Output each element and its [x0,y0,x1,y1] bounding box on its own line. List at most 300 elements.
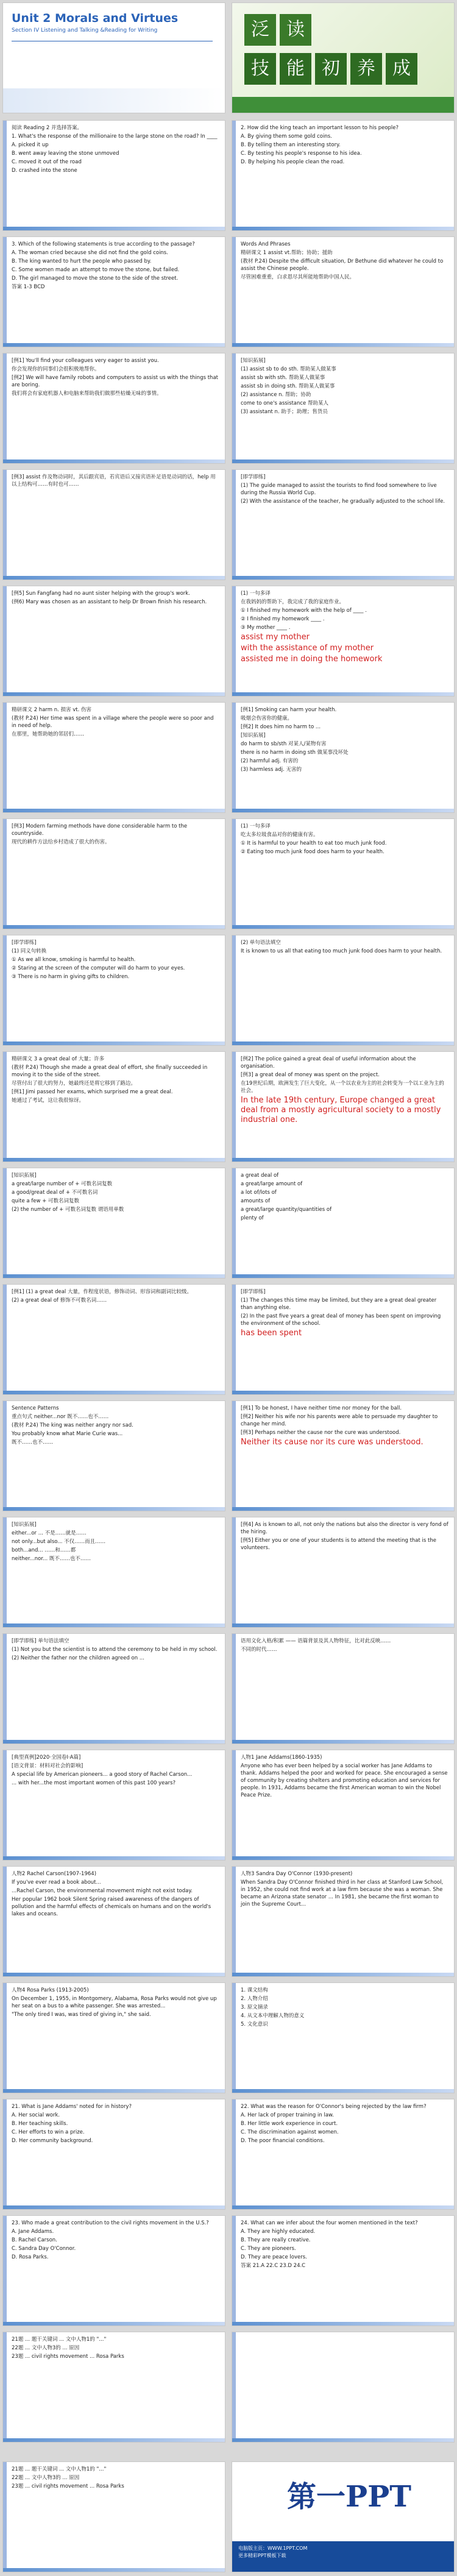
slide-line: ① I finished my homework with the help of ____ . [241,608,367,614]
foot-strip [232,343,454,347]
foot-strip [232,1158,454,1162]
slide-text [12,1521,220,1564]
foot-strip [232,576,454,580]
slide-line: either...or ... 不是……就是…… [12,1530,87,1536]
side-strip [3,2462,7,2572]
unit-title: Unit 2 Morals and Virtues [12,12,179,25]
slide-line: [知识拓展] [241,358,266,364]
slide-line: B. Her teaching skills. [12,2121,68,2127]
side-strip [232,1401,236,1511]
foot-strip [232,1274,454,1278]
slide-line: 阅读 Reading 2 并选择答案。 [12,125,83,131]
row-brand [0,2459,457,2575]
foot-strip [3,1158,225,1162]
foot-strip [232,925,454,929]
slide-line: 精研课文 1 assist vt.帮助；协助；援助 [241,250,333,256]
side-strip [3,470,7,580]
slide-line: D. Her community background. [12,2138,93,2144]
banner-bottom-bar [232,97,454,113]
slide-line: a great/large number of + 可数名词复数 [12,1181,113,1187]
side-strip [232,121,236,230]
slide-line: [例3] Perhaps neither the cause nor the cure was understood. [241,1430,401,1436]
lesson-slide[interactable] [2,1284,225,1395]
slide-line: (教材 P.24) The king was neither angry nor sad. [12,1422,133,1428]
slide-text [241,939,449,956]
lesson-slide[interactable] [232,1051,455,1162]
foot-strip [232,1391,454,1394]
side-strip [232,2332,236,2442]
lesson-slide[interactable] [2,1051,225,1162]
lesson-slide[interactable] [2,469,225,580]
lesson-slide[interactable] [2,353,225,464]
slide-line: [例3] a great deal of money was spent on the project. [241,1072,380,1078]
foot-strip [3,227,225,230]
slide-line: D. The girl managed to move the stone to the side of the street. [12,275,179,282]
foot-strip [3,1973,225,1976]
lesson-slide[interactable] [232,1284,455,1395]
slide-line: On December 1, 1955, in Montgomery, Alabama, Rosa Parks would not give up her seat on a bus to a white passenger. She was arrested... [12,1996,217,2009]
side-strip [232,1867,236,1976]
seal-char-1: 泛 [244,14,276,46]
slide-row [0,234,457,350]
slide-row [0,1631,457,1747]
slide-line: 在那里，她帮助她的邻居们…… [12,731,85,737]
slide-text [12,706,220,739]
lesson-slide[interactable] [232,2099,455,2210]
side-strip [3,2216,7,2326]
slide-line: both...and... ……和……都 [12,1547,76,1553]
foot-strip [232,2089,454,2093]
slide-row [0,1864,457,1979]
slide-line: A. Her social work. [12,2112,60,2118]
answer-highlight: assisted me in doing the homework [241,655,383,664]
seal-char-7: 成 [386,53,417,85]
slide-line: ③ There is no harm in giving gifts to children. [12,974,130,980]
slide-line: Sentence Patterns [12,1405,59,1411]
slide-line: 22题 ... 文中人物3的 ... 原因 [12,2475,80,2481]
side-strip [3,1168,7,1278]
lesson-slide[interactable] [232,935,455,1046]
slide-text [12,1754,220,1788]
note-slide[interactable] [2,2461,225,2572]
title-slide[interactable] [2,2,225,113]
lesson-slide[interactable] [2,1168,225,1279]
slide-line: 答案 1-3 BCD [12,284,45,290]
lesson-slide[interactable] [232,586,455,697]
answer-highlight: assist my mother [241,633,310,642]
slide-line: ② Eating too much junk food does harm to your health. [241,849,384,855]
slide-line: [例5] Sun Fangfang had no aunt sister helping with the group's work. [12,591,190,597]
lesson-slide[interactable] [2,1633,225,1744]
slide-row [0,467,457,583]
slide-text [12,2103,220,2146]
slide-line: B. By telling them an interesting story. [241,142,341,148]
slide-line: B. Rachel Carson. [12,2237,57,2243]
slide-line: 21. What is Jane Addams' noted for in history? [12,2104,132,2110]
foot-strip [232,2322,454,2326]
slide-text [12,1987,220,2020]
slide-text [12,124,220,176]
slide-line: A. By giving them some gold coins. [241,133,332,140]
slide-text [12,939,220,982]
brand-footer [232,2541,454,2572]
slide-line: ① It is harmful to your health to eat too much junk food. [241,840,387,846]
lesson-slide[interactable] [2,2099,225,2210]
foot-strip [3,459,225,463]
slide-line: (2) assistance n. 帮助；协助 [241,392,311,398]
slide-line: "The only tired I was, was tired of giving in," she said. [12,2012,151,2018]
foot-strip [232,692,454,696]
slide-row [0,350,457,466]
slide-line: 3. Which of the following statements is true according to the passage? [12,241,195,247]
slide-line: [例3] Modern farming methods have done considerable harm to the countryside. [12,823,188,837]
foot-strip [3,1391,225,1394]
slide-line: 不同的时代…… [241,1647,277,1653]
slide-line: 人物4 Rosa Parks (1913-2005) [12,1987,89,1993]
slide-line: (3) assistant n. 助手；助理；售货员 [241,409,328,415]
slide-line: a lot of/lots of [241,1190,277,1196]
lesson-slide[interactable] [232,2215,455,2326]
slide-line: Words And Phrases [241,241,291,247]
lesson-slide[interactable] [2,2332,225,2443]
slide-line: (2) harmful adj. 有害的 [241,758,299,764]
foot-strip [3,2568,225,2572]
seal-char-4: 能 [280,53,311,85]
slide-line: Her popular 1962 book Silent Spring raised awareness of the dangers of pollution and the harmful effects of chemicals on humans and on the world's lakes and oceans. [12,1897,211,1917]
side-strip [3,935,7,1045]
slide-line: 吃太多垃圾食品对你的健康有害。 [241,832,319,838]
slide-text [241,590,449,665]
slide-row [0,118,457,233]
foot-strip [3,2205,225,2209]
brand-slide[interactable] [232,2461,455,2572]
lesson-slide[interactable] [232,1168,455,1279]
slide-line: A. Her lack of proper training in law. [241,2112,334,2118]
slide-line: [知识拓展] [241,733,266,739]
slide-line: When Sandra Day O'Connor finished third in her class at Stanford Law School, in 1952, she could not find work at a law firm because she was a woman. She became an Arizona state senator ... In 1981, she became the first woman to join the Supreme Court... [241,1879,444,1907]
slide-text [241,1172,449,1223]
slide-text [241,1637,449,1655]
row-title [0,0,457,116]
seal-char-3: 技 [244,53,276,85]
lesson-slide[interactable] [232,1400,455,1511]
banner-slide[interactable] [232,2,455,113]
slide-row [0,816,457,932]
slide-row [0,2213,457,2329]
side-strip [3,819,7,929]
slide-line: 尽管付出了很大的努力，她最终还是将它移到了路边。 [12,1080,136,1087]
slide-text [12,2219,220,2262]
slide-text [12,474,220,489]
lesson-slide[interactable] [232,2332,455,2443]
slide-text [12,1405,220,1447]
slide-text [12,1056,220,1105]
slide-line: quite a few + 可数名词复数 [12,1198,80,1204]
section-title: Section IV Listening and Talking &Reading for Writing [12,27,158,34]
slide-line: ...Rachel Carson, the environmental movement might not exist today. [12,1888,193,1894]
slide-line: 24. What can we infer about the four women mentioned in the text? [241,2220,418,2226]
slide-line: 1. What's the response of the millionaire to the large stone on the road? In ____ [12,133,218,140]
slide-line: (1) The guide managed to assist the tourists to find food somewhere to live during the Russia World Cup. [241,483,437,496]
slide-line: assist sb in doing sth. 帮助某人做某事 [241,383,335,389]
side-strip [232,353,236,463]
foot-strip [3,343,225,347]
answer-highlight: In the late 19th century, Europe changed a great deal from a mostly agricultural society to a mostly industrial one. [241,1096,441,1124]
slide-line: a good/great deal of + 不可数名词 [12,1190,98,1196]
slide-line: (2) With the assistance of the teacher, he gradually adjusted to the school life. [241,499,445,505]
foot-strip [232,1740,454,1744]
lesson-slide[interactable] [232,1866,455,1977]
side-strip [3,2332,7,2442]
lesson-slide[interactable] [232,702,455,813]
slide-text [241,1870,449,1909]
foot-strip [232,1041,454,1045]
slide-row [0,1049,457,1165]
slide-row [0,1282,457,1397]
lesson-slide[interactable] [2,1866,225,1977]
slide-line: C. moved it out of the road [12,159,82,165]
side-strip [232,1750,236,1860]
slide-line: [例1] (1) a great deal 大量，作程度状语，修饰动词、形容词和副词比较级。 [12,1289,192,1295]
slide-line: [例2] The police gained a great deal of useful information about the organisation. [241,1056,416,1070]
brand-line-1: 电脑版主页：WWW.1PPT.COM [238,2546,308,2551]
slide-line: B. The king wanted to hurt the people who passed by. [12,258,152,264]
slide-line: B. went away leaving the stone unmoved [12,151,119,157]
slide-text [12,823,220,847]
slide-line: C. Some women made an attempt to move the stone, but failed. [12,267,180,273]
seal-char-2: 读 [280,14,311,46]
lesson-slide[interactable] [2,120,225,231]
slide-row [0,1398,457,1514]
slide-line: 吸烟会伤害你的健康。 [241,715,293,722]
slide-line: [知识拓展] [12,1173,37,1179]
slide-line: 22. What was the reason for O'Connor's being rejected by the law firm? [241,2104,427,2110]
lesson-slide[interactable] [2,935,225,1046]
foot-strip [232,1973,454,1976]
foot-strip [3,576,225,580]
slide-line: (1) assist sb to do sth. 帮助某人做某事 [241,366,336,372]
lesson-slide[interactable] [232,236,455,347]
slide-line: 在我妈妈的帮助下，我完成了我的家庭作业。 [241,599,345,605]
slide-line: 5. 文化意识 [241,2021,268,2028]
slide-row [0,1980,457,2096]
slide-line: come to one's assistance 帮助某人 [241,400,328,406]
slide-text [12,1288,220,1305]
slide-line: 在19世纪后期，欧洲发生了巨大变化，从一个以农业为主的社会转变为一个以工业为主的社会。 [241,1080,444,1094]
slide-line: [例2] Neither his wife nor his parents were able to persuade my daughter to change her mind. [241,1414,438,1427]
brand-line-2: 更多精彩PPT模板下载 [238,2553,286,2558]
slide-line: 21题 ... 题干关键词 ... 文中人物1的 "..." [12,2336,107,2343]
foot-strip [232,2205,454,2209]
side-strip [3,237,7,347]
slide-line: ② Staring at the screen of the computer will do harm to your eyes. [12,965,185,971]
slide-line: ① As we all know, smoking is harmful to health. [12,957,136,963]
slide-text [241,823,449,857]
slide-text [241,124,449,167]
lesson-slide[interactable] [2,586,225,697]
note-text [12,2466,220,2491]
lesson-slide[interactable] [232,120,455,231]
slide-text [241,1754,449,1800]
slide-line: (2) 单句语法填空 [241,940,281,946]
foot-strip [3,1274,225,1278]
slide-line: 她通过了考试，这让我很惊讶。 [12,1098,85,1104]
slide-line: [例1] Jimi passed her exams, which surprised me a great deal. [12,1089,173,1095]
side-strip [232,1052,236,1162]
slide-line: D. The poor financial conditions. [241,2138,325,2144]
side-strip [232,935,236,1045]
slide-row [0,1165,457,1281]
side-strip [232,2216,236,2326]
slide-line: 人物2 Rachel Carson(1907-1964) [12,1871,97,1877]
slide-line: 人物3 Sandra Day O'Connor (1930-present) [241,1871,353,1877]
side-strip [232,703,236,812]
side-strip [232,1983,236,2093]
side-strip [3,703,7,812]
slide-line: 23题 ... civil rights movement ... Rosa Parks [12,2483,124,2489]
lesson-slide[interactable] [232,469,455,580]
side-strip [3,1750,7,1860]
slide-line: a great deal of [241,1173,279,1179]
lesson-slide[interactable] [2,2215,225,2326]
slide-line: 2. How did the king teach an important lesson to his people? [241,125,399,131]
lesson-slide[interactable] [232,1517,455,1628]
slide-line: B. They are really creative. [241,2237,311,2243]
foot-strip [3,925,225,929]
slide-line: 23题 ... civil rights movement ... Rosa Parks [12,2354,124,2360]
lesson-slide[interactable] [2,236,225,347]
slide-line: 3. 原文摘录 [241,2004,268,2010]
slide-row [0,1747,457,1863]
slide-line: C. Sandra Day O'Connor. [12,2246,76,2252]
slide-line: 精研课文 2 harm n. 损害 vt. 伤害 [12,707,91,713]
side-strip [3,586,7,696]
slide-text [241,1987,449,2029]
foot-strip [3,1740,225,1744]
slide-line: 尽管困难重重，白求恩尽其所能地帮助中国人民。 [241,274,355,280]
slide-line: 人物1 Jane Addams(1860-1935) [241,1755,322,1761]
slide-text [12,2336,220,2361]
slide-line: C. By testing his people's response to his idea. [241,151,362,157]
lesson-slide[interactable] [232,353,455,464]
lesson-slide[interactable] [2,1750,225,1861]
slide-line: 重点句式 neither...nor 既不……也不…… [12,1414,109,1420]
slide-line: ... with her...the most important women of this past 100 years? [12,1780,176,1786]
lesson-slide[interactable] [2,1982,225,2093]
slide-line: A special life by American pioneers... a good story of Rachel Carson... [12,1772,193,1778]
slide-line: [例1] Smoking can harm your health. [241,707,337,713]
slide-line: (1) 一句多译 [241,823,271,829]
slide-line: 21题 ... 题干关键词 ... 文中人物1的 "..." [12,2466,107,2472]
side-strip [3,353,7,463]
slide-line: A. They are highly educated. [241,2229,316,2235]
side-strip [232,470,236,580]
foot-strip [232,1856,454,1860]
slide-line: [典型真例]2020·全国卷I·A篇] [12,1755,81,1761]
slide-line: [例2] It does him no harm to ... [241,724,321,730]
seal-char-6: 养 [350,53,382,85]
foot-strip [232,2438,454,2442]
slide-text [12,241,220,292]
slide-line: (1) 同义句转换 [12,948,47,954]
slide-line: 我们将会有家庭机器人和电脑来帮助我们做那些枯燥无味的事情。 [12,391,162,397]
lesson-slide[interactable] [2,1400,225,1511]
answer-highlight: has been spent [241,1329,302,1338]
slide-row [0,932,457,1048]
side-strip [3,1052,7,1162]
foot-strip [3,2089,225,2093]
foot-strip [3,1856,225,1860]
slide-line: It is known to us all that eating too much junk food does harm to your health. [241,948,442,954]
slide-line: ② I finished my homework ____ . [241,616,325,622]
slide-line: [例3] assist 作及物动词时，其后跟宾语，若宾语后又接宾语补足语是动词的话，help 用以上结构可……有时也可…… [12,474,216,488]
slide-line: neither...nor... 既不……也不…… [12,1556,91,1562]
slide-line: [即学即练] 单句语法填空 [12,1638,69,1644]
lesson-slide[interactable] [232,1750,455,1861]
foot-strip [232,1623,454,1627]
decor-band [3,88,225,113]
lesson-slide[interactable] [232,818,455,929]
slide-line: plenty of [241,1215,264,1221]
slide-line: there is no harm in doing sth 做某事没坏处 [241,750,349,756]
slide-line: B. Her little work experience in court. [241,2121,338,2127]
lesson-slide[interactable] [232,1633,455,1744]
slide-line: (1) The changes this time may be limited, but they are a great deal greater than anything else. [241,1297,437,1311]
side-strip [3,121,7,230]
side-strip [232,1517,236,1627]
slide-line: A. The woman cried because she did not find the gold coins. [12,250,168,256]
slide-line: If you've ever read a book about... [12,1879,101,1886]
slide-text [241,1521,449,1553]
slide-line: ③ My mother ____ . [241,625,291,631]
lesson-slide[interactable] [2,818,225,929]
slide-line: 语用文化入格/积累 —— 语篇背景及其人物特征，比对此反映…… [241,1638,391,1644]
slide-line: 22题 ... 文中人物3的 ... 原因 [12,2345,80,2351]
slide-text [241,241,449,282]
slide-line: A. picked it up [12,142,49,148]
slide-text [12,357,220,399]
slide-line: 1. 课文结构 [241,1987,268,1993]
slide-text [241,2103,449,2146]
slide-text [241,1288,449,1339]
foot-strip [3,1507,225,1511]
brand-logo: 第一PPT [287,2480,411,2514]
slide-line: Anyone who has ever been helped by a social worker has Jane Addams to thank. Addams helped the poor and worked for peace. She encouraged a sense of community by creating shelters and promoting education and services for people. In 1931, Addams became the first American woman to win the Nobel Peace Prize. [241,1763,448,1798]
slide-line: [例1] You'll find your colleagues very eager to assist you. [12,358,159,364]
lesson-slide[interactable] [2,702,225,813]
side-strip [232,237,236,347]
slide-line: [即学即练] [241,1289,266,1295]
foot-strip [232,809,454,812]
slide-text [12,1172,220,1215]
slide-line: 既不……也不…… [12,1439,54,1446]
lesson-slide[interactable] [232,1982,455,2093]
lesson-slide[interactable] [2,1517,225,1628]
slide-row [0,2096,457,2212]
side-strip [3,1517,7,1627]
slide-text [12,1870,220,1919]
slide-text [241,2219,449,2271]
slide-line: 现代的耕作方法给乡村造成了很大的伤害。 [12,839,110,845]
foot-strip [232,1507,454,1511]
slide-line: (3) harmless adj. 无害的 [241,767,302,773]
side-strip [3,2099,7,2209]
slide-line: C. The discrimination against women. [241,2129,339,2135]
side-strip [3,1634,7,1744]
slide-line: [即学即练] [241,474,266,480]
slide-line: 你会发现你的同事们会很积极地帮你。 [12,366,100,372]
slide-line: amounts of [241,1198,271,1204]
